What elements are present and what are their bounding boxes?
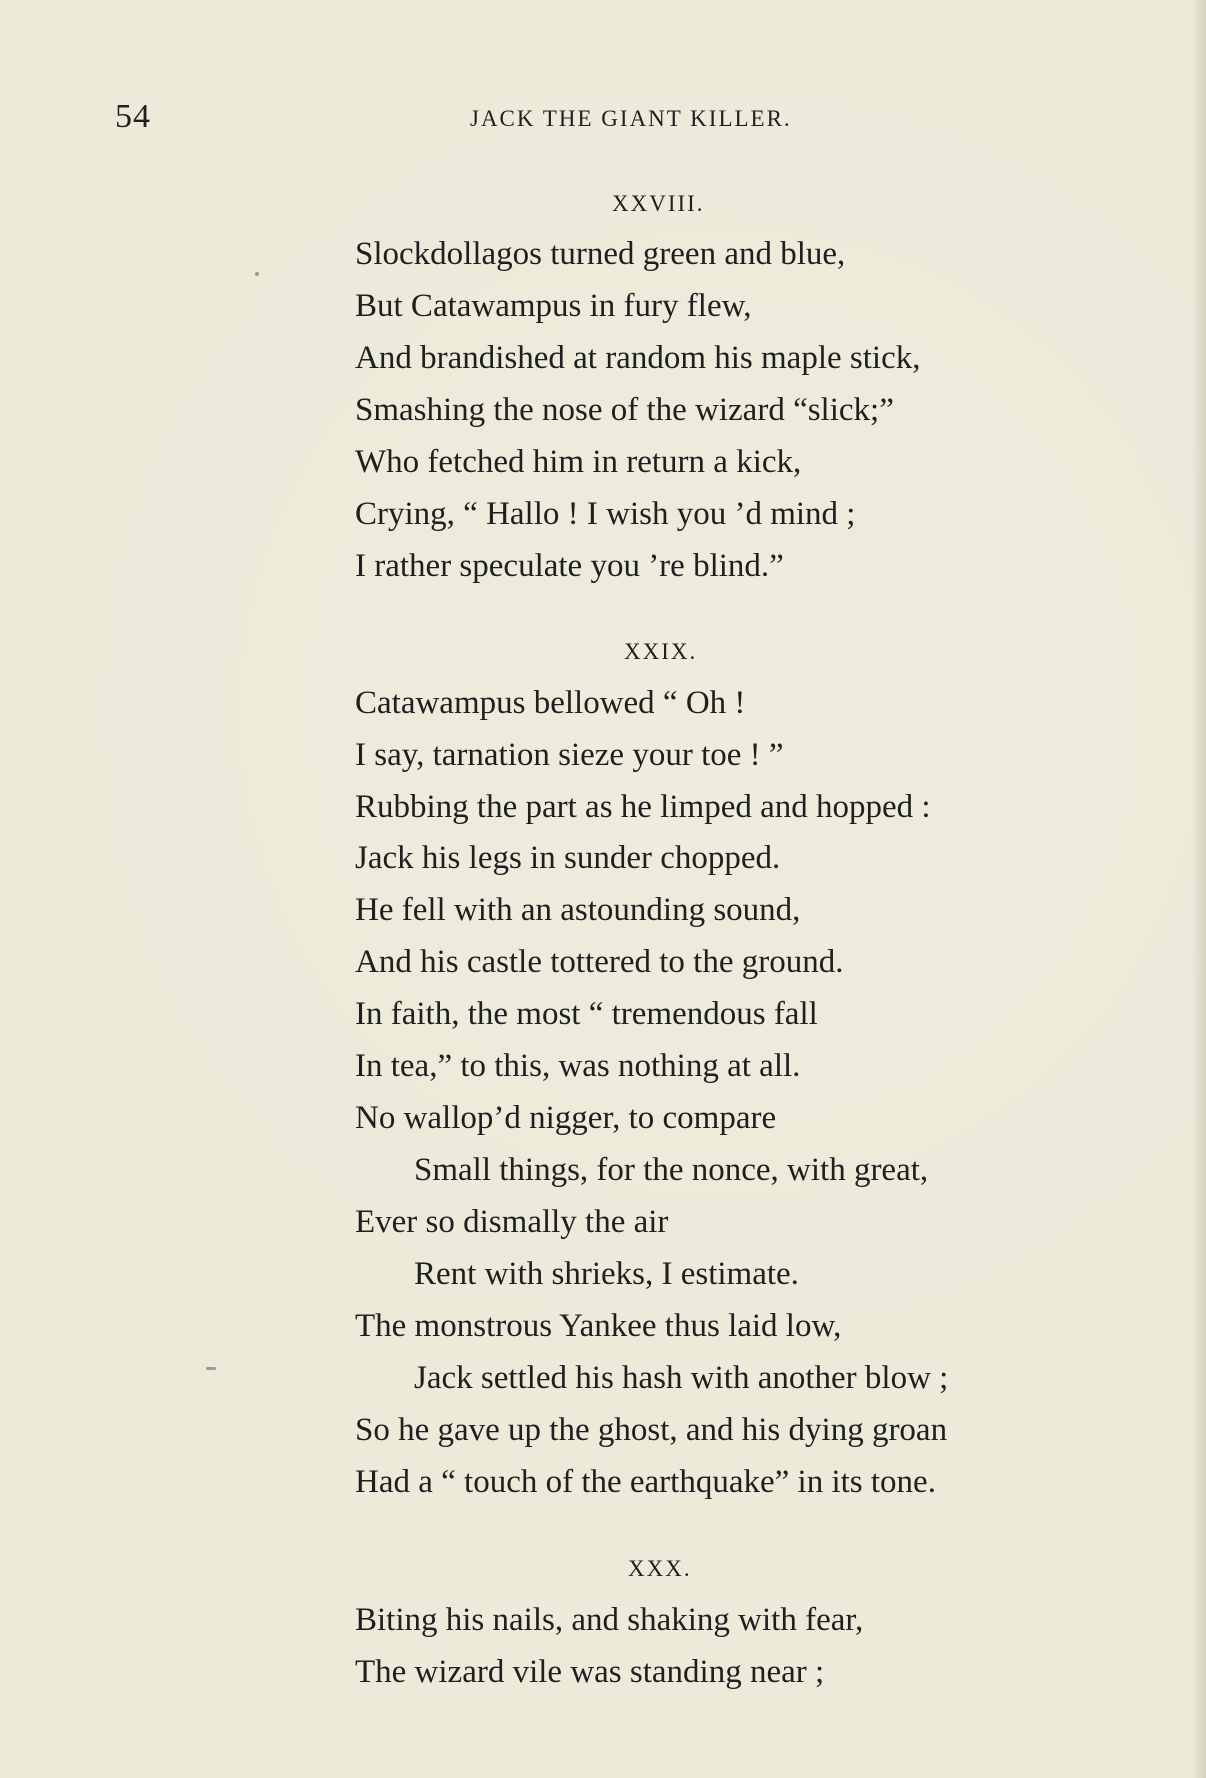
verse-line: Rent with shrieks, I estimate. xyxy=(414,1256,799,1292)
print-speck xyxy=(206,1367,216,1370)
verse-line: Jack settled his hash with another blow ; xyxy=(414,1360,949,1396)
verse-line: He fell with an astounding sound, xyxy=(355,892,801,928)
verse-line: And his castle tottered to the ground. xyxy=(355,944,844,980)
verse-line: So he gave up the ghost, and his dying groan xyxy=(355,1412,948,1448)
verse-line: Rubbing the part as he limped and hopped : xyxy=(355,789,931,825)
verse-line: Jack his legs in sunder chopped. xyxy=(355,840,781,876)
verse-line: Biting his nails, and shaking with fear, xyxy=(355,1602,864,1638)
page-edge-shadow xyxy=(1192,0,1206,1778)
print-speck xyxy=(255,272,259,276)
verse-line: Small things, for the nonce, with great, xyxy=(414,1152,929,1188)
verse-line: No wallop’d nigger, to compare xyxy=(355,1100,777,1136)
page-number: 54 xyxy=(115,98,151,135)
verse-line: In tea,” to this, was nothing at all. xyxy=(355,1048,801,1084)
stanza-heading: XXX. xyxy=(628,1556,692,1581)
verse-line: Had a “ touch of the earthquake” in its tone. xyxy=(355,1464,936,1500)
verse-line: The monstrous Yankee thus laid low, xyxy=(355,1308,842,1344)
verse-line: Smashing the nose of the wizard “slick;” xyxy=(355,392,894,428)
verse-line: Who fetched him in return a kick, xyxy=(355,444,802,480)
verse-line: The wizard vile was standing near ; xyxy=(355,1654,825,1690)
verse-line: Catawampus bellowed “ Oh ! xyxy=(355,685,746,721)
stanza-heading: XXVIII. xyxy=(612,191,705,216)
verse-line: And brandished at random his maple stick, xyxy=(355,340,921,376)
running-head: JACK THE GIANT KILLER. xyxy=(470,106,792,131)
verse-line: But Catawampus in fury flew, xyxy=(355,288,752,324)
verse-line: Crying, “ Hallo ! I wish you ’d mind ; xyxy=(355,496,856,532)
verse-line: In faith, the most “ tremendous fall xyxy=(355,996,818,1032)
verse-line: Slockdollagos turned green and blue, xyxy=(355,236,846,272)
verse-line: Ever so dismally the air xyxy=(355,1204,669,1240)
stanza-heading: XXIX. xyxy=(624,639,698,664)
verse-line: I rather speculate you ’re blind.” xyxy=(355,548,784,584)
verse-line: I say, tarnation sieze your toe ! ” xyxy=(355,737,784,773)
